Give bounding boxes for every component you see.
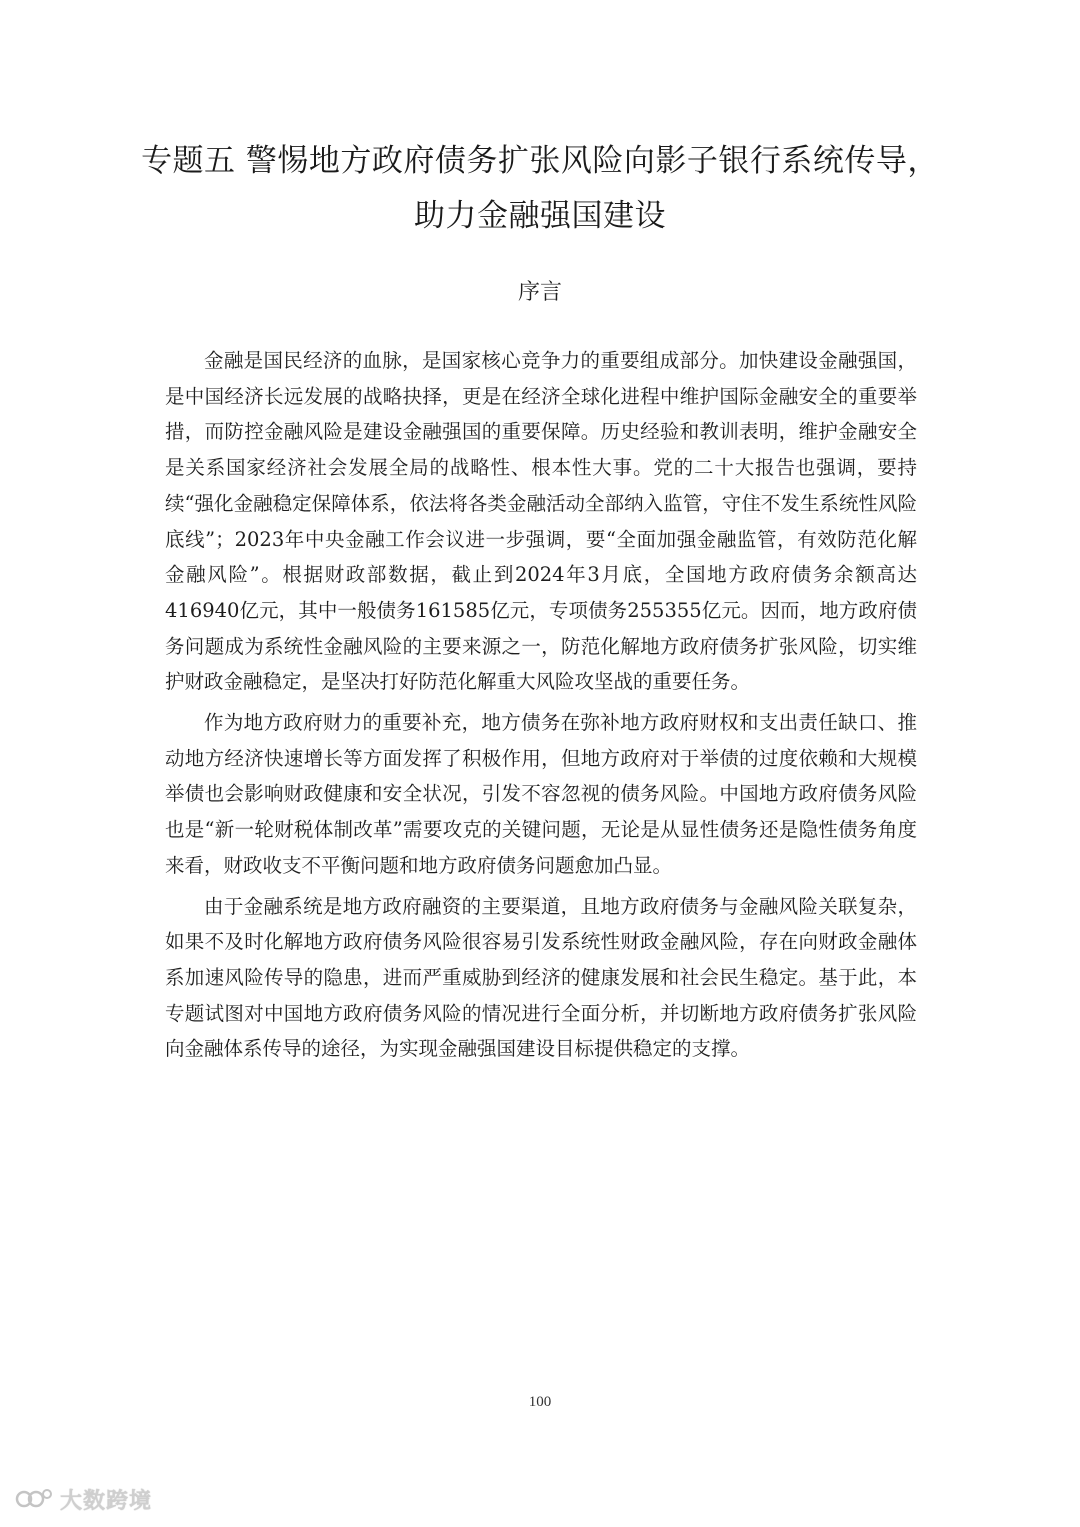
- document-title-line-2: 助力金融强国建设: [414, 198, 666, 234]
- document-title-line-1: 专题五 警惕地方政府债务扩张风险向影子银行系统传导，: [141, 143, 939, 179]
- watermark: [14, 1484, 152, 1514]
- logo-mark-icon: [14, 1485, 54, 1513]
- paragraph-1: 金融是国民经济的血脉，是国家核心竞争力的重要组成部分。加快建设金融强国，是中国经济长远发展的战略抉择，更是在经济全球化进程中维护国际金融安全的重要举措，而防控金融风险是建设金融强国的重要保障。历史经验和教训表明，维护金融安全是关系国家经济社会发展全局的战略性、根本性大事。党的二十大报告也强调，要持续“强化金融稳定保障体系，依法将各类金融活动全部纳入监管，守住不发生系统性风险底线”；2023年中央金融工作会议进一步强调，要“全面加强金融监管，有效防范化解金融风险”。根据财政部数据，截止到2024年3月底，全国地方政府债务余额高达416940亿元，其中一般债务161585亿元，专项债务255355亿元。因而，地方政府债务问题成为系统性金融风险的主要来源之一，防范化解地方政府债务扩张风险，切实维护财政金融稳定，是坚决打好防范化解重大风险攻坚战的重要任务。: [165, 349, 917, 694]
- document-body: [165, 343, 917, 1067]
- watermark-text: 大数跨境: [60, 1488, 153, 1514]
- section-heading: 序言: [517, 280, 562, 305]
- paragraph-3: 由于金融系统是地方政府融资的主要渠道，且地方政府债务与金融风险关联复杂，如果不及时化解地方政府债务风险很容易引发系统性财政金融风险，存在向财政金融体系加速风险传导的隐患，进而严重威胁到经济的健康发展和社会民生稳定。基于此，本专题试图对中国地方政府债务风险的情况进行全面分析，并切断地方政府债务扩张风险向金融体系传导的途径，为实现金融强国建设目标提供稳定的支撑。: [165, 894, 917, 1061]
- page-number: 100: [528, 1394, 552, 1410]
- paragraph-2: 作为地方政府财力的重要补充，地方债务在弥补地方政府财权和支出责任缺口、推动地方经济快速增长等方面发挥了积极作用，但地方政府对于举债的过度依赖和大规模举债也会影响财政健康和安全状况，引发不容忽视的债务风险。中国地方政府债务风险也是“新一轮财税体制改革”需要攻克的关键问题，无论是从显性债务还是隐性债务角度来看，财政收支不平衡问题和地方政府债务问题愈加凸显。: [165, 711, 917, 877]
